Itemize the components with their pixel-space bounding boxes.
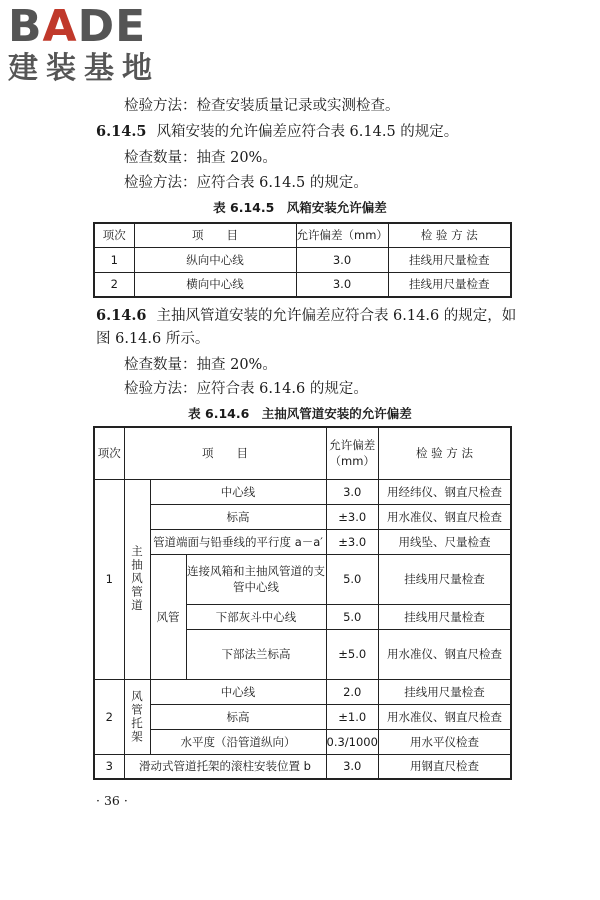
cell-deviation: 2.0 (326, 679, 378, 704)
cell-method: 挂线用尺量检查 (378, 604, 511, 629)
table-header-row (94, 427, 511, 479)
cell-item: 横向中心线 (134, 272, 296, 297)
cell-deviation: ±3.0 (326, 529, 378, 554)
table-row (94, 504, 511, 529)
logo-chinese-text: 建装基地 (8, 51, 160, 86)
cell-deviation: ±3.0 (326, 504, 378, 529)
table-row (94, 247, 511, 272)
cell-no: 2 (94, 679, 124, 754)
clause-text: 风箱安装的允许偏差应符合表 6.14.5 的规定。 (156, 124, 459, 140)
table-header-row (94, 223, 511, 247)
cell-method: 用水平仪检查 (378, 729, 511, 754)
cell-item: 水平度（沿管道纵向） (150, 729, 326, 754)
cell-method: 挂线用尺量检查 (388, 247, 511, 272)
inspection-method: 检验方法：应符合表 6.14.6 的规定。 (124, 381, 368, 397)
cell-item: 连接风箱和主抽风管道的支管中心线 (186, 554, 326, 604)
cell-deviation: 3.0 (326, 479, 378, 504)
table-row (94, 554, 511, 604)
cell-deviation: ±1.0 (326, 704, 378, 729)
col-header-item: 项 目 (134, 223, 296, 247)
cell-method: 用水准仪、钢直尺检查 (378, 504, 511, 529)
inspection-quantity: 检查数量：抽查 20%。 (124, 150, 277, 166)
cell-no: 3 (94, 754, 124, 779)
cell-deviation: 3.0 (296, 272, 388, 297)
clause-text: 主抽风管道安装的允许偏差应符合表 6.14.6 的规定，如 (156, 308, 517, 324)
cell-method: 挂线用尺量检查 (388, 272, 511, 297)
col-header-method: 检 验 方 法 (388, 223, 511, 247)
col-header-item: 项 目 (124, 427, 326, 479)
table-row (94, 754, 511, 779)
cell-deviation: ±5.0 (326, 629, 378, 679)
clause-number: 6.14.5 (96, 123, 147, 140)
logo-brand-text: BADE (8, 1, 147, 52)
cell-no: 1 (94, 247, 134, 272)
cell-deviation: 3.0 (296, 247, 388, 272)
cell-no: 2 (94, 272, 134, 297)
cell-method: 用线坠、尺量检查 (378, 529, 511, 554)
group-label: 风管托架 (124, 679, 150, 754)
sub-group-label: 风管 (150, 554, 186, 679)
cell-item: 中心线 (150, 679, 326, 704)
cell-no: 1 (94, 479, 124, 679)
cell-method: 用钢直尺检查 (378, 754, 511, 779)
group-label: 主抽风管道 (124, 479, 150, 679)
cell-item: 滑动式管道托架的滚柱安装位置 b (124, 754, 326, 779)
table-6-14-5-caption: 表 6.14.5 风箱安装允许偏差 (213, 200, 387, 215)
cell-deviation: 0.3/1000 (326, 729, 378, 754)
table-6-14-6 (93, 426, 512, 780)
inspection-quantity: 检查数量：抽查 20%。 (124, 357, 277, 373)
col-header-deviation: 允许偏差（mm） (296, 223, 388, 247)
col-header-method: 检 验 方 法 (378, 427, 511, 479)
cell-item: 下部法兰标高 (186, 629, 326, 679)
table-row (94, 529, 511, 554)
cell-deviation: 3.0 (326, 754, 378, 779)
table-row (94, 479, 511, 504)
clause-6-14-5 (96, 122, 458, 142)
clause-number: 6.14.6 (96, 307, 147, 324)
clause-6-14-6 (96, 306, 516, 326)
cell-deviation: 5.0 (326, 604, 378, 629)
cell-item: 标高 (150, 704, 326, 729)
cell-method: 用水准仪、钢直尺检查 (378, 704, 511, 729)
col-header-deviation: 允许偏差 （mm） (326, 427, 378, 479)
intro-method-line: 检验方法：检查安装质量记录或实测检查。 (124, 98, 400, 114)
table-row (94, 704, 511, 729)
table-row (94, 729, 511, 754)
cell-method: 挂线用尺量检查 (378, 554, 511, 604)
cell-method: 用水准仪、钢直尺检查 (378, 629, 511, 679)
cell-method: 用经纬仪、钢直尺检查 (378, 479, 511, 504)
page-number: · 36 · (96, 793, 128, 808)
table-6-14-6-caption: 表 6.14.6 主抽风管道安装的允许偏差 (188, 406, 412, 421)
table-row (94, 272, 511, 297)
table-row (94, 679, 511, 704)
clause-text-cont: 图 6.14.6 所示。 (96, 331, 210, 347)
cell-item: 下部灰斗中心线 (186, 604, 326, 629)
cell-deviation: 5.0 (326, 554, 378, 604)
table-6-14-5 (93, 222, 512, 298)
cell-method: 挂线用尺量检查 (378, 679, 511, 704)
cell-item: 管道端面与铅垂线的平行度 a－a′ (150, 529, 326, 554)
inspection-method: 检验方法：应符合表 6.14.5 的规定。 (124, 175, 368, 191)
col-header-no: 项次 (94, 427, 124, 479)
cell-item: 标高 (150, 504, 326, 529)
col-header-no: 项次 (94, 223, 134, 247)
brand-logo (8, 1, 160, 86)
cell-item: 纵向中心线 (134, 247, 296, 272)
cell-item: 中心线 (150, 479, 326, 504)
